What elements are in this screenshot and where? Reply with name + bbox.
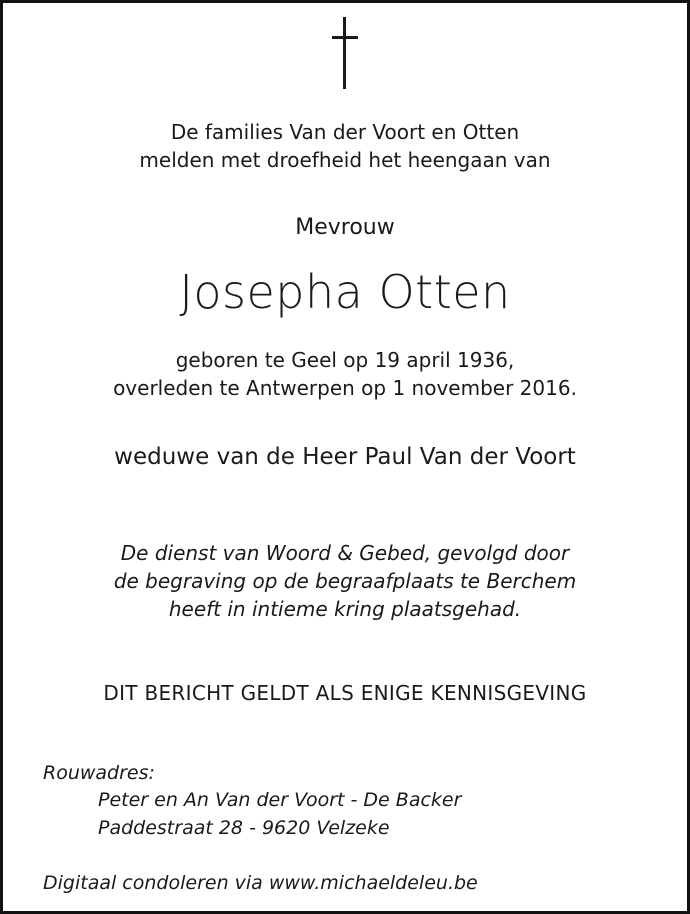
service-text (3, 539, 687, 623)
rouwadres-name: Peter en An Van der Voort - De Backer (98, 789, 462, 811)
intro-line-2: melden met droefheid het heengaan van (139, 148, 551, 172)
life-dates (3, 346, 687, 402)
service-line-3: heeft in intieme kring plaatsgehad. (168, 597, 522, 621)
death-line: overleden te Antwerpen op 1 november 2016. (113, 376, 577, 400)
condole-line: Digitaal condoleren via www.michaeldeleu.be (43, 872, 478, 894)
cross-horizontal-bar (332, 36, 358, 39)
rouwadres-label: Rouwadres: (43, 762, 155, 784)
service-line-2: de begraving op de begraafplaats te Berchem (113, 569, 577, 593)
cross-vertical-bar (343, 17, 346, 89)
honorific: Mevrouw (295, 215, 395, 240)
intro-text (3, 118, 687, 174)
widow-line: weduwe van de Heer Paul Van der Voort (114, 444, 576, 470)
birth-line: geboren te Geel op 19 april 1936, (175, 348, 515, 372)
service-line-1: De dienst van Woord & Gebed, gevolgd door (120, 541, 570, 565)
deceased-name: Josepha Otten (179, 265, 511, 319)
rouwadres-address: Paddestraat 28 - 9620 Velzeke (98, 817, 390, 839)
intro-line-1: De families Van der Voort en Otten (170, 120, 520, 144)
cross-icon (332, 17, 358, 91)
notice-line: DIT BERICHT GELDT ALS ENIGE KENNISGEVING (103, 681, 587, 705)
